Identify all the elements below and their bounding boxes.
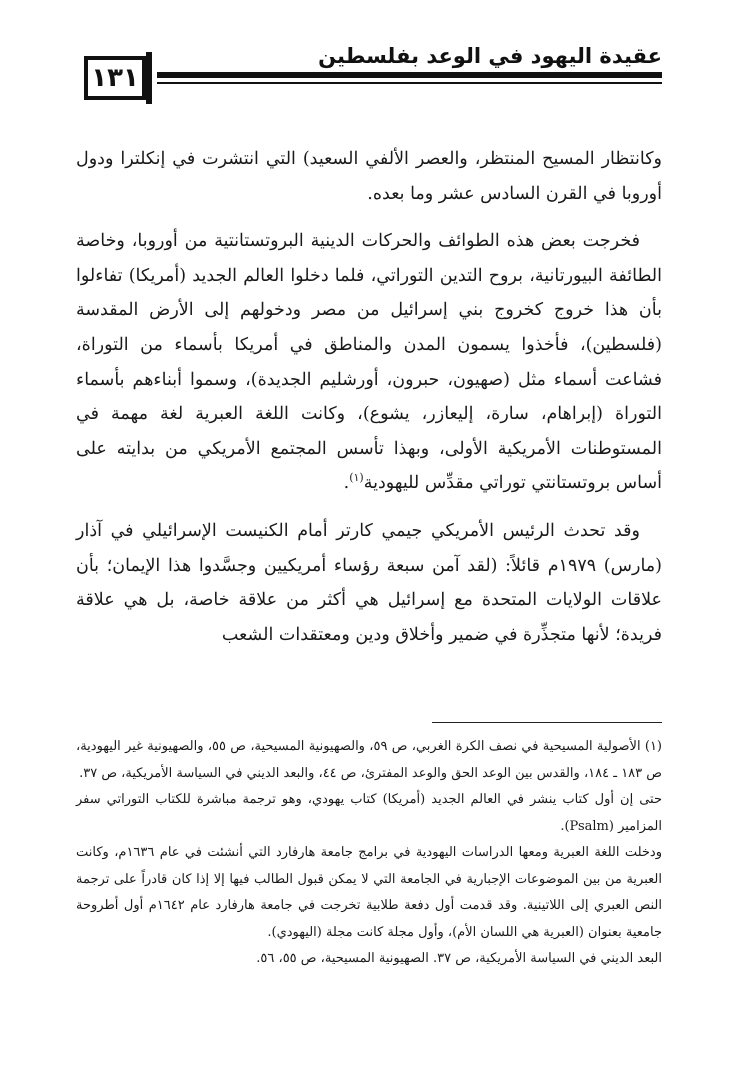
- footnotes: [76, 734, 662, 973]
- main-text: [76, 142, 662, 665]
- header-rule: [157, 72, 662, 78]
- paragraph-1: وكانتظار المسيح المنتظر، والعصر الألفي السعيد) التي انتشرت في إنكلترا ودول أوروبا في القرن السادس عشر وما بعده.: [76, 149, 662, 204]
- footnote-1-sources: البعد الديني في السياسة الأمريكية، ص ٣٧. الصهيونية المسيحية، ص ٥٥، ٥٦.: [256, 951, 662, 966]
- running-title: عقيدة اليهود في الوعد بفلسطين: [318, 44, 662, 68]
- footnote-separator: [432, 722, 662, 723]
- paragraph-2-text: فخرجت بعض هذه الطوائف والحركات الدينية البروتستانتية من أوروبا، وخاصة الطائفة البيورتانية، بروح التدين التوراتي، فلما دخلوا العالم الجديد (أمريكا) تفاءلوا بأن هذا خروج كخروج بني إسرائيل من مصر ودخولهم إلى الأرض المقدسة (فلسطين)، فأخذوا يسمون المدن والمناطق في أمريكا بأسماء من التوراة، فشاعت أسماء مثل (صهيون، حبرون، أورشليم الجديدة)، وسموا أبناءهم بأسماء التوراة (إبراهام، سارة، إليعازر، يشوع)، وكانت اللغة العبرية لغة مهمة في المستوطنات الأمريكية الأولى، وبهذا تأسس المجتمع الأمريكي من بدايته على أساس بروتستانتي توراتي مقدِّس لليهودية: [76, 231, 662, 494]
- header-rule-thin: [157, 82, 662, 84]
- footnote-1-note-a: حتى إن أول كتاب ينشر في العالم الجديد (أمريكا) كتاب يهودي، وهو ترجمة مباشرة للكتاب التوراتي سفر المزامير (Psalm).: [76, 792, 662, 834]
- page-number: [84, 56, 146, 100]
- page-number-text: ١٣١: [91, 63, 139, 93]
- paragraph-2: [76, 224, 662, 501]
- footnote-1-note-b: ودخلت اللغة العبرية ومعها الدراسات اليهودية في برامج جامعة هارفارد التي أنشئت في عام ١٦٣٦م، وكانت العبرية من بين الموضوعات الإجبارية في الجامعة التي لا يمكن قبول الطالب فيها إلا إذا كان قادراً على ترجمة النص العبري إلى اللاتينية. وقد قدمت أول دفعة طلابية تخرجت في جامعة هارفارد عام ١٦٤٢م أول أطروحة جامعية بعنوان (العبرية هي اللسان الأم)، وأول مجلة كانت مجلة (اليهودي).: [76, 845, 662, 940]
- footnote-ref-1[interactable]: (١): [349, 471, 364, 485]
- footnote-1: (١) الأصولية المسيحية في نصف الكرة الغربي، ص ٥٩، والصهيونية المسيحية، ص ٥٥، والصهيونية غير اليهودية، ص ١٨٣ ـ ١٨٤، والقدس بين الوعد الحق والوعد المفترئ، ص ٤٤، والبعد الديني في السياسة الأمريكية، ص ٣٧.: [76, 739, 662, 781]
- paragraph-3: وقد تحدث الرئيس الأمريكي جيمي كارتر أمام الكنيست الإسرائيلي في آذار (مارس) ١٩٧٩م قائلاً: (لقد آمن سبعة رؤساء أمريكيين وجسَّدوا هذا الإيمان؛ بأن علاقات الولايات المتحدة مع إسرائيل هي أكثر من علاقة خاصة، بل هي علاقة فريدة؛ لأنها متجذِّرة في ضمير وأخلاق ودين ومعتقدات الشعب: [76, 520, 662, 645]
- page-number-bar: [146, 52, 152, 104]
- paragraph-2-end: .: [343, 473, 350, 494]
